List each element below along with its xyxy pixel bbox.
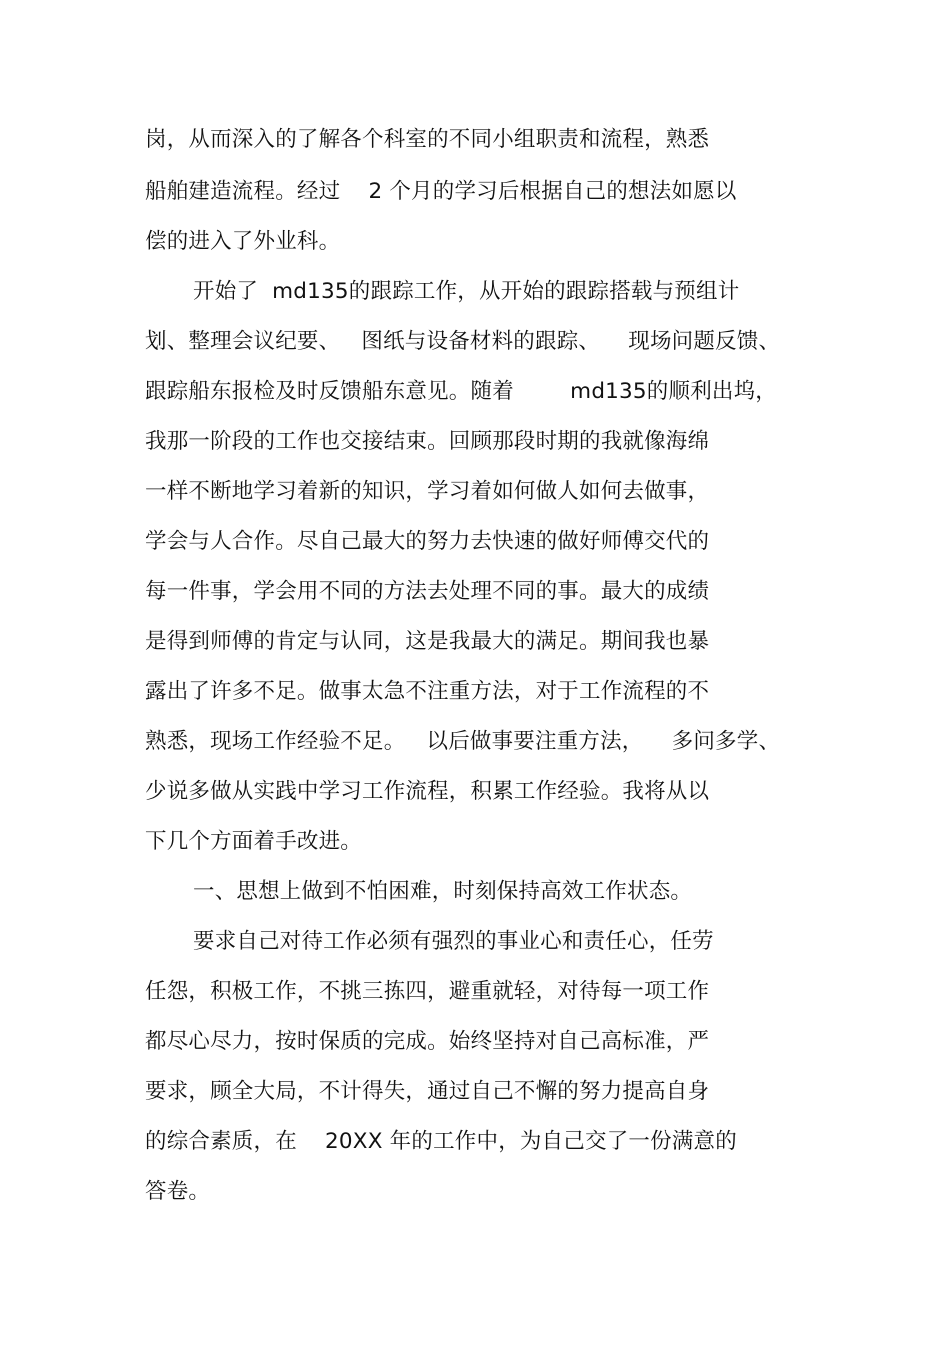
text-line: 的综合素质，在 20XX 年的工作中，为自己交了一份满意的 <box>145 1129 737 1154</box>
text-line: 岗，从而深入的了解各个科室的不同小组职责和流程，熟悉 <box>145 127 710 152</box>
section-heading: 一、思想上做到不怕困难，时刻保持高效工作状态。 <box>193 879 693 904</box>
text-line: 船舶建造流程。经过 2 个月的学习后根据自己的想法如愿以 <box>145 179 737 204</box>
text-line: 学会与人合作。尽自己最大的努力去快速的做好师傅交代的 <box>145 529 710 554</box>
text-line: 任怨，积极工作，不挑三拣四，避重就轻，对待每一项工作 <box>145 979 710 1004</box>
text-line: 下几个方面着手改进。 <box>145 829 363 854</box>
text-line: 答卷。 <box>145 1179 211 1204</box>
paragraph-start-line: 要求自己对待工作必须有强烈的事业心和责任心，任劳 <box>193 929 714 954</box>
text-line: 都尽心尽力，按时保质的完成。始终坚持对自己高标准，严 <box>145 1029 710 1054</box>
text-line: 要求，顾全大局，不计得失，通过自己不懈的努力提高自身 <box>145 1079 710 1104</box>
text-line: 是得到师傅的肯定与认同，这是我最大的满足。期间我也暴 <box>145 629 710 654</box>
text-line: 跟踪船东报检及时反馈船东意见。随着 md135的顺利出坞， <box>145 379 778 404</box>
text-line: 露出了许多不足。做事太急不注重方法，对于工作流程的不 <box>145 679 710 704</box>
text-line: 少说多做从实践中学习工作流程，积累工作经验。我将从以 <box>145 779 710 804</box>
text-line: 我那一阶段的工作也交接结束。回顾那段时期的我就像海绵 <box>145 429 710 454</box>
text-line: 偿的进入了外业科。 <box>145 229 341 254</box>
text-line: 划、整理会议纪要、 图纸与设备材料的跟踪、 现场问题反馈、 <box>145 329 781 354</box>
paragraph-start-line: 开始了 md135的跟踪工作，从开始的跟踪搭载与预组计 <box>193 279 740 304</box>
text-line: 每一件事，学会用不同的方法去处理不同的事。最大的成绩 <box>145 579 710 604</box>
text-line: 一样不断地学习着新的知识，学习着如何做人如何去做事， <box>145 479 710 504</box>
text-line: 熟悉，现场工作经验不足。 以后做事要注重方法， 多问多学、 <box>145 729 781 754</box>
